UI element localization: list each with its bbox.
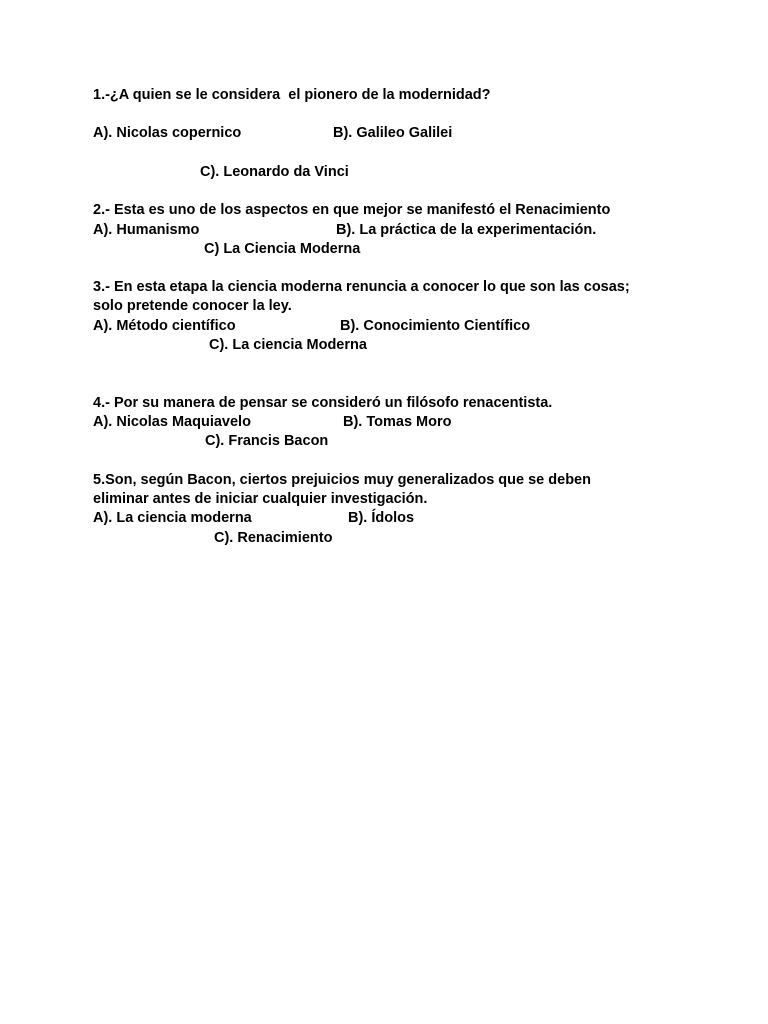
question-2-option-b: B). La práctica de la experimentación. — [336, 222, 597, 238]
question-5-prompt-line-1: 5.Son, según Bacon, ciertos prejuicios muy generalizados que se deben — [93, 472, 591, 488]
question-5-option-c: C). Renacimiento — [214, 530, 333, 546]
question-1-option-a: A). Nicolas copernico — [93, 125, 242, 141]
question-4-option-a: A). Nicolas Maquiavelo — [93, 414, 251, 430]
question-4-prompt: 4.- Por su manera de pensar se consideró un filósofo renacentista. — [93, 395, 553, 411]
question-3-prompt-line-1: 3.- En esta etapa la ciencia moderna renuncia a conocer lo que son las cosas; — [93, 279, 630, 295]
question-4-option-b: B). Tomas Moro — [343, 414, 452, 430]
question-3-option-c: C). La ciencia Moderna — [209, 337, 367, 353]
question-2-prompt: 2.- Esta es uno de los aspectos en que mejor se manifestó el Renacimiento — [93, 202, 611, 218]
question-5-prompt-line-2: eliminar antes de iniciar cualquier investigación. — [93, 491, 428, 507]
question-5-option-b: B). Ídolos — [348, 510, 415, 526]
question-2-option-a: A). Humanismo — [93, 222, 200, 238]
question-3-option-a: A). Método científico — [93, 318, 236, 334]
question-1-option-b: B). Galileo Galilei — [333, 125, 453, 141]
question-1-prompt: 1.-¿A quien se le considera el pionero de la modernidad? — [93, 87, 491, 103]
question-4-option-c: C). Francis Bacon — [205, 433, 329, 449]
question-2-option-c: C) La Ciencia Moderna — [204, 241, 361, 257]
question-3-option-b: B). Conocimiento Científico — [340, 318, 531, 334]
question-3-prompt-line-2: solo pretende conocer la ley. — [93, 298, 292, 314]
question-1-option-c: C). Leonardo da Vinci — [200, 164, 349, 180]
question-5-option-a: A). La ciencia moderna — [93, 510, 252, 526]
